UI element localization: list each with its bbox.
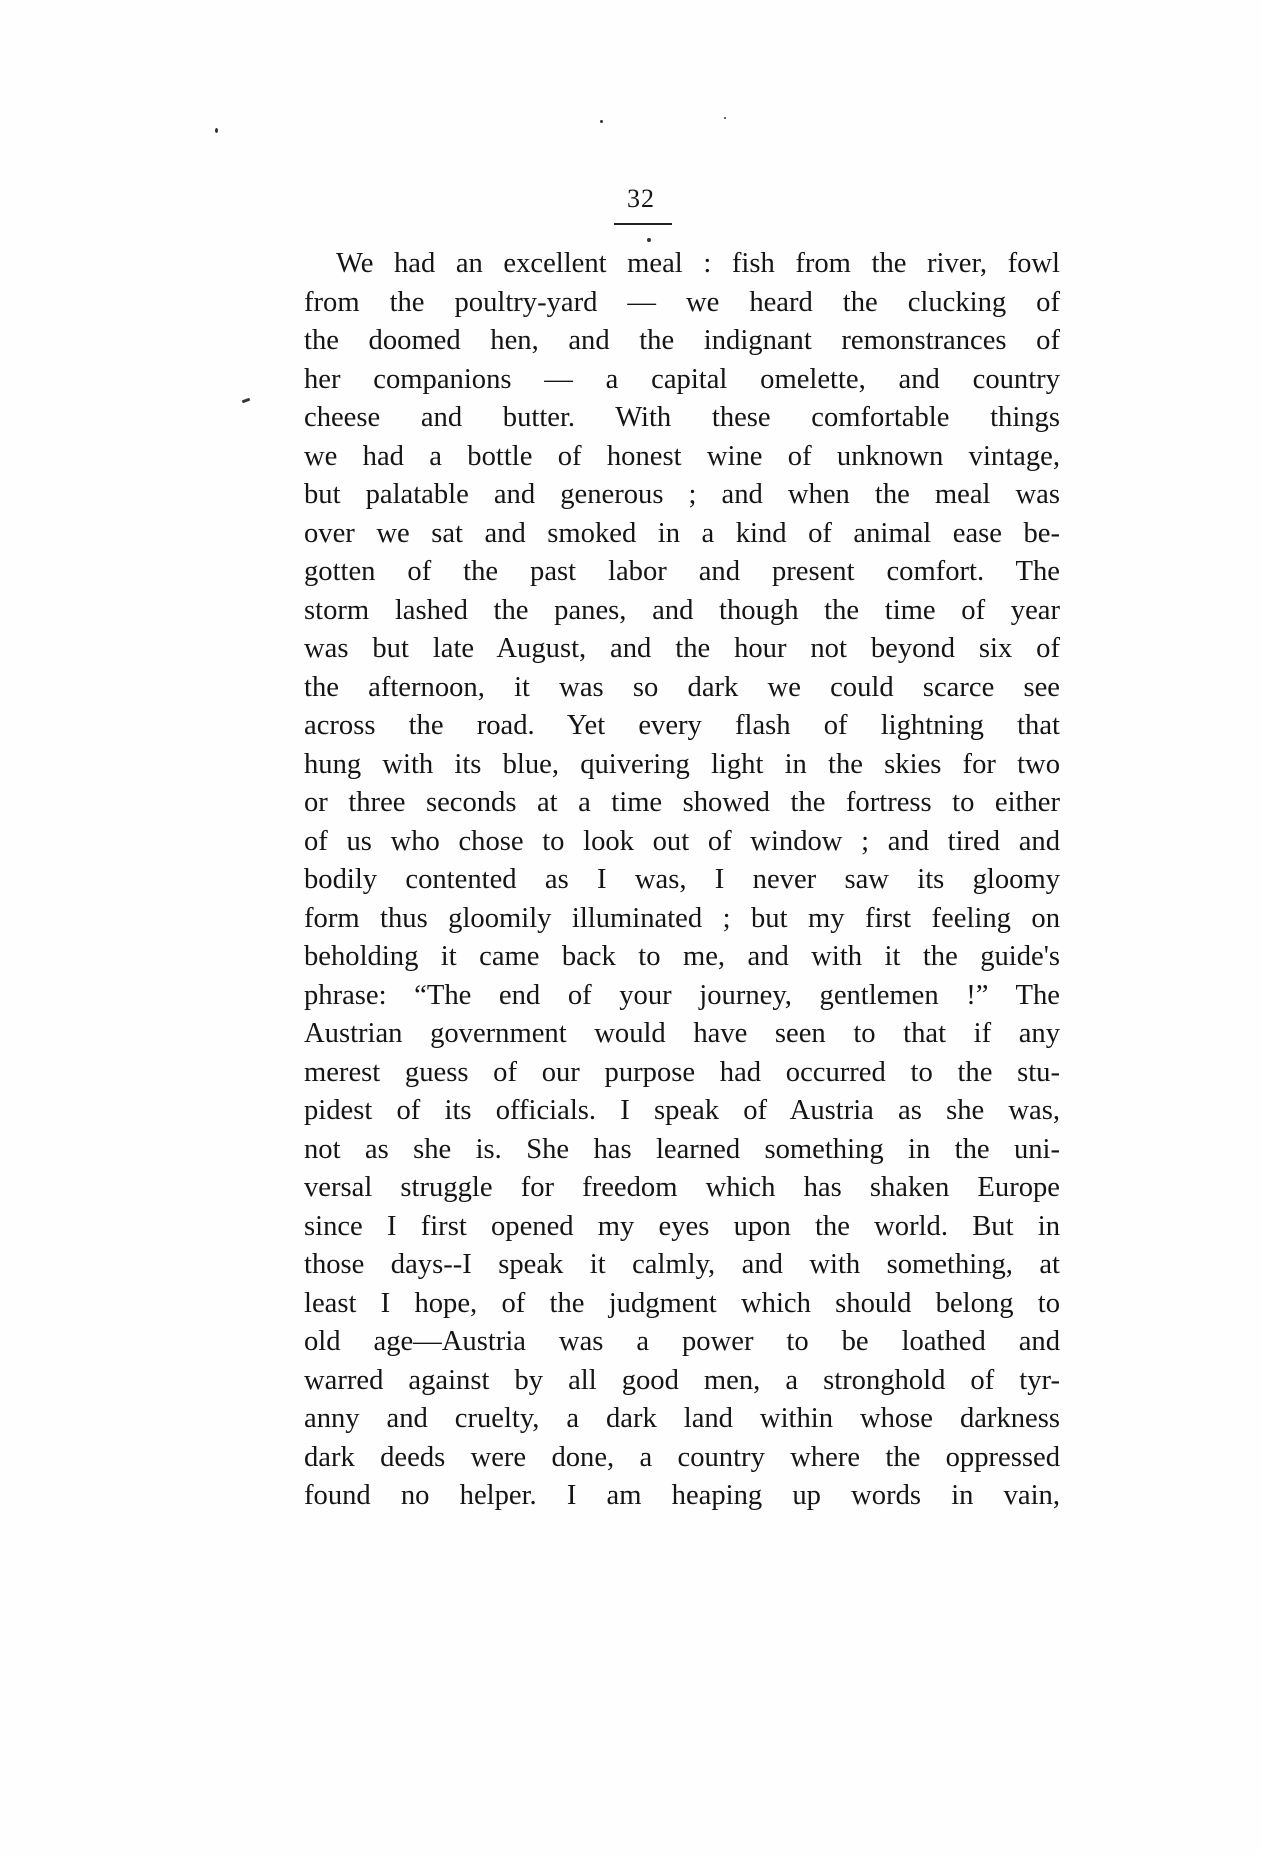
- text-line: of us who chose to look out of window ; and tired and: [304, 825, 1060, 857]
- text-line: over we sat and smoked in a kind of animal ease be-: [304, 517, 1060, 549]
- text-line: across the road. Yet every flash of lightning that: [304, 710, 1060, 741]
- text-line: her companions — a capital omelette, and country: [304, 363, 1060, 395]
- text-line: versal struggle for freedom which has shaken Europe: [304, 1172, 1060, 1203]
- page-number-rule: [614, 223, 672, 225]
- text-line: phrase: “The end of your journey, gentlemen !” The: [304, 979, 1060, 1011]
- text-line: least I hope, of the judgment which should belong to: [304, 1287, 1060, 1319]
- text-line: hung with its blue, quivering light in the skies for two: [304, 748, 1060, 780]
- text-line: form thus gloomily illuminated ; but my first feeling on: [304, 902, 1060, 934]
- print-speck: [647, 238, 651, 242]
- text-line: found no helper. I am heaping up words in vain,: [304, 1480, 1060, 1511]
- text-line: gotten of the past labor and present comfort. The: [304, 556, 1060, 587]
- page-number: 32: [627, 184, 655, 213]
- text-line: beholding it came back to me, and with it the guide's: [304, 941, 1060, 972]
- body-text: [304, 245, 1060, 1516]
- print-speck: [242, 398, 251, 404]
- text-line: bodily contented as I was, I never saw its gloomy: [304, 864, 1060, 895]
- text-line: dark deeds were done, a country where the oppressed: [304, 1441, 1060, 1473]
- text-line: We had an excellent meal : fish from the river, fowl: [336, 248, 1060, 279]
- print-speck: [600, 120, 603, 123]
- text-line: pidest of its officials. I speak of Austria as she was,: [304, 1095, 1060, 1126]
- text-line: the doomed hen, and the indignant remonstrances of: [304, 325, 1060, 356]
- text-line: the afternoon, it was so dark we could scarce see: [304, 671, 1060, 703]
- text-line: Austrian government would have seen to that if any: [304, 1018, 1060, 1049]
- print-speck: [215, 128, 218, 133]
- text-line: or three seconds at a time showed the fortress to either: [304, 787, 1060, 818]
- text-line: old age—Austria was a power to be loathed and: [304, 1326, 1060, 1357]
- text-line: since I first opened my eyes upon the world. But in: [304, 1210, 1060, 1242]
- text-line: we had a bottle of honest wine of unknown vintage,: [304, 440, 1060, 472]
- text-line: those days--I speak it calmly, and with something, at: [304, 1249, 1060, 1280]
- text-line: merest guess of our purpose had occurred to the stu-: [304, 1056, 1060, 1088]
- text-line: cheese and butter. With these comfortable things: [304, 402, 1060, 433]
- text-line: storm lashed the panes, and though the time of year: [304, 594, 1060, 626]
- text-line: not as she is. She has learned something in the uni-: [304, 1133, 1060, 1165]
- text-line: warred against by all good men, a stronghold of tyr-: [304, 1364, 1060, 1396]
- text-line: from the poultry-yard — we heard the clucking of: [304, 286, 1060, 318]
- text-line: was but late August, and the hour not beyond six of: [304, 633, 1060, 664]
- text-line: but palatable and generous ; and when the meal was: [304, 479, 1060, 510]
- text-line: anny and cruelty, a dark land within whose darkness: [304, 1403, 1060, 1434]
- print-speck: [724, 117, 726, 119]
